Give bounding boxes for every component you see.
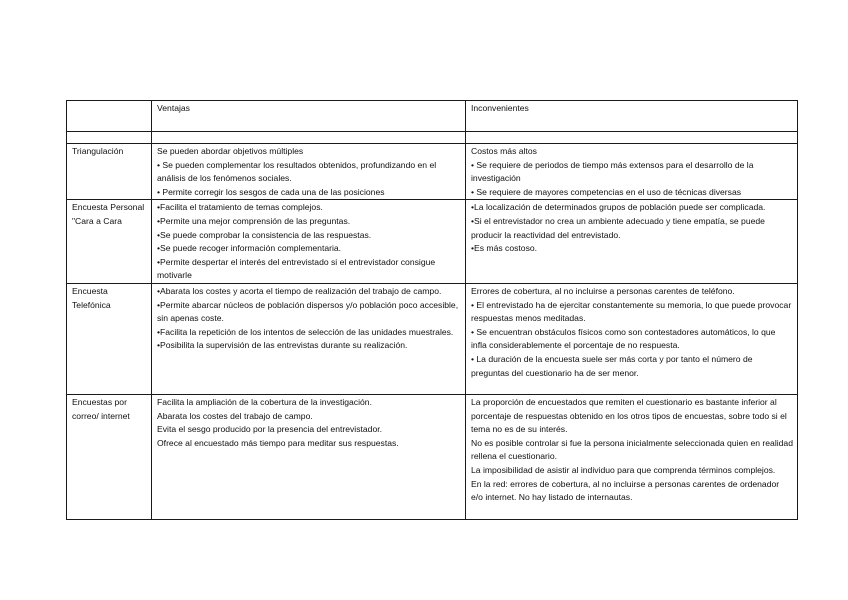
- cell-line: •Facilita la repetición de los intentos de selección de las unidades muestrales.: [157, 326, 454, 337]
- cell-line: Ofrece al encuestado más tiempo para meditar sus respuestas.: [157, 437, 399, 448]
- cell-line: •Facilita el tratamiento de temas complejos.: [157, 202, 323, 213]
- cell-line: La proporción de encuestados que remiten el cuestionario es bastante inferior al porcentaje de respuestas obtenido en los otros tipos de encuestas, sobre todo si el tema no es de su interés.: [471, 396, 787, 435]
- row-label: Encuesta Telefónica: [67, 283, 152, 394]
- header-cell-ventajas: Ventajas: [152, 101, 466, 132]
- cell-line: • La duración de la encuesta suele ser más corta y por tanto el número de preguntas del cuestionario ha de ser menor.: [471, 353, 753, 378]
- table-row: [67, 283, 798, 394]
- row-label: Encuestas por correo/ internet: [67, 394, 152, 519]
- cell-line: Abarata los costes del trabajo de campo.: [157, 410, 313, 421]
- cell-line: • El entrevistado ha de ejercitar constantemente su memoria, lo que puede provocar respuestas menos meditadas.: [471, 299, 792, 324]
- ventajas-cell: [152, 144, 466, 200]
- comparison-table: [66, 100, 798, 520]
- cell-line: •Se puede comprobar la consistencia de las respuestas.: [157, 229, 372, 240]
- cell-line: •Se puede recoger información complementaria.: [157, 243, 342, 254]
- cell-line: Facilita la ampliación de la cobertura de la investigación.: [157, 396, 372, 407]
- cell-line: La imposibilidad de asistir al individuo para que comprenda términos complejos.: [471, 464, 776, 475]
- spacer-cell: [152, 132, 466, 144]
- row-label: Triangulación: [67, 144, 152, 200]
- inconvenientes-cell: [466, 144, 798, 200]
- cell-line: Errores de cobertura, al no incluirse a personas carentes de teléfono.: [471, 285, 735, 296]
- cell-line: Costos más altos: [471, 146, 537, 156]
- cell-line: • Se encuentran obstáculos físicos como son contestadores automáticos, lo que infla considerablemente el porcentaje de no respuesta.: [471, 326, 776, 351]
- cell-line: • Se pueden complementar los resultados obtenidos, profundizando en el análisis de los fenómenos sociales.: [157, 159, 437, 184]
- cell-line: • Se requiere de mayores competencias en el uso de técnicas diversas: [471, 186, 742, 197]
- header-row: [67, 101, 798, 132]
- cell-line: •La localización de determinados grupos de población puede ser complicada.: [471, 202, 766, 213]
- ventajas-cell: [152, 283, 466, 394]
- header-cell-empty: [67, 101, 152, 132]
- cell-line: • Se requiere de periodos de tiempo más extensos para el desarrollo de la investigación: [471, 159, 754, 184]
- cell-line: En la red: errores de cobertura, al no incluirse a personas carentes de ordenador e/o internet. No hay listado de internautas.: [471, 478, 780, 503]
- header-cell-inconvenientes: Inconvenientes: [466, 101, 798, 132]
- cell-line: No es posible controlar si fue la persona inicialmente seleccionada quien en realidad rellena el cuestionario.: [471, 437, 793, 462]
- cell-line: •Abarata los costes y acorta el tiempo de realización del trabajo de campo.: [157, 285, 442, 296]
- cell-line: Evita el sesgo producido por la presencia del entrevistador.: [157, 424, 383, 435]
- cell-line: •Si el entrevistador no crea un ambiente adecuado y tiene empatía, se puede producir la reactividad del entrevistado.: [471, 215, 765, 240]
- table-row: [67, 200, 798, 284]
- inconvenientes-cell: [466, 200, 798, 284]
- spacer-cell: [466, 132, 798, 144]
- row-label: Encuesta Personal "Cara a Cara: [67, 200, 152, 284]
- inconvenientes-cell: [466, 394, 798, 519]
- cell-line: •Posibilita la supervisión de las entrevistas durante su realización.: [157, 340, 408, 351]
- spacer-cell: [67, 132, 152, 144]
- cell-line: •Permite despertar el interés del entrevistado si el entrevistador consigue motivarle: [157, 256, 436, 281]
- table-row: [67, 144, 798, 200]
- cell-line: •Permite una mejor comprensión de las preguntas.: [157, 215, 351, 226]
- cell-line: • Permite corregir los sesgos de cada una de las posiciones: [157, 186, 385, 197]
- spacer-row: [67, 132, 798, 144]
- cell-line: •Permite abarcar núcleos de población dispersos y/o población poco accesible, sin apenas coste.: [157, 299, 459, 324]
- cell-line: •Es más costoso.: [471, 243, 538, 254]
- ventajas-cell: [152, 394, 466, 519]
- cell-line: Se pueden abordar objetivos múltiples: [157, 146, 304, 156]
- inconvenientes-cell: [466, 283, 798, 394]
- ventajas-cell: [152, 200, 466, 284]
- table-row: [67, 394, 798, 519]
